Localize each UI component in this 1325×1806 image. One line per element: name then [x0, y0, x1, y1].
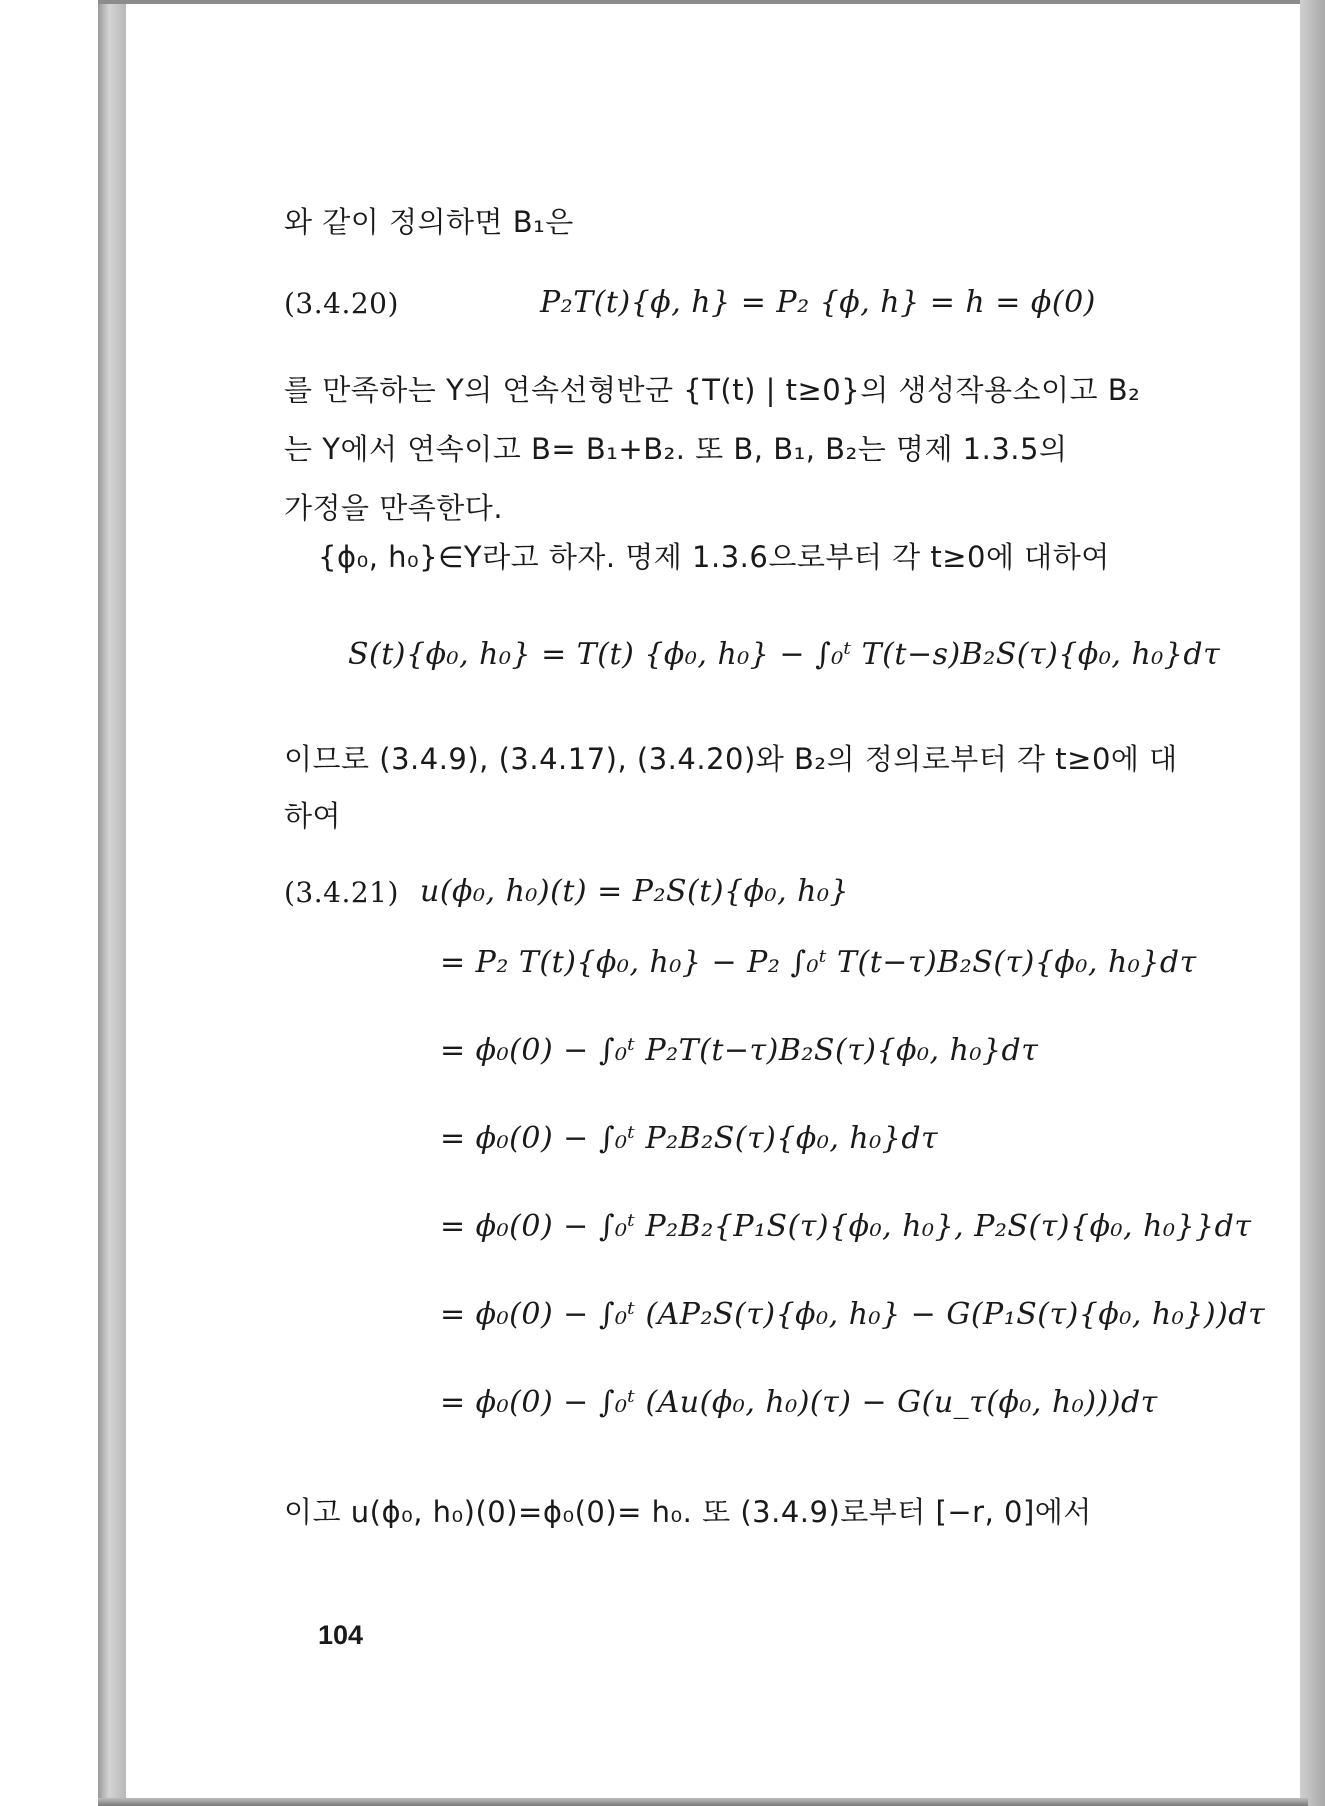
equation-3-4-21-line-6: = ϕ₀(0) − ∫₀ᵗ (AP₂S(τ){ϕ₀, h₀} − G(P₁S(τ){ϕ₀, h₀}))dτ	[440, 1297, 1266, 1332]
equation-3-4-21-line-2: = P₂ T(t){ϕ₀, h₀} − P₂ ∫₀ᵗ T(t−τ)B₂S(τ){ϕ₀, h₀}dτ	[440, 945, 1197, 980]
text-line-5: 가정을 만족한다.	[284, 491, 504, 525]
equation-3-4-21-line-7: = ϕ₀(0) − ∫₀ᵗ (Au(ϕ₀, h₀)(τ) − G(u_τ(ϕ₀, h₀)))dτ	[440, 1385, 1158, 1420]
page-number: 104	[318, 1620, 364, 1650]
text-line-9: 하여	[284, 799, 342, 833]
equation-3-4-21-line-5: = ϕ₀(0) − ∫₀ᵗ P₂B₂{P₁S(τ){ϕ₀, h₀}, P₂S(τ){ϕ₀, h₀}}dτ	[440, 1209, 1252, 1244]
page-edge-right	[1300, 0, 1325, 1806]
equation-3-4-20: P₂T(t){ϕ, h} = P₂ {ϕ, h} = h = ϕ(0)	[540, 285, 1096, 320]
page-bottom-edge	[98, 1798, 1308, 1806]
text-line-4: 는 Y에서 연속이고 B= B₁+B₂. 또 B, B₁, B₂는 명제 1.3.5의	[284, 432, 1068, 466]
text-line-1: 와 같이 정의하면 B₁은	[284, 205, 574, 239]
equation-3-4-21-line-1: u(ϕ₀, h₀)(t) = P₂S(t){ϕ₀, h₀}	[420, 874, 850, 909]
equation-3-4-21-line-3: = ϕ₀(0) − ∫₀ᵗ P₂T(t−τ)B₂S(τ){ϕ₀, h₀}dτ	[440, 1033, 1039, 1068]
equation-semigroup-perturbation: S(t){ϕ₀, h₀} = T(t) {ϕ₀, h₀} − ∫₀ᵗ T(t−s)B₂S(τ){ϕ₀, h₀}dτ	[348, 637, 1221, 672]
text-line-3: 를 만족하는 Y의 연속선형반군 {T(t) | t≥0}의 생성작용소이고 B₂	[284, 373, 1141, 407]
equation-3-4-21-line-4: = ϕ₀(0) − ∫₀ᵗ P₂B₂S(τ){ϕ₀, h₀}dτ	[440, 1121, 939, 1156]
page-edge-left	[98, 0, 126, 1806]
text-line-8: 이므로 (3.4.9), (3.4.17), (3.4.20)와 B₂의 정의로부터 각 t≥0에 대	[284, 742, 1178, 776]
equation-number-3-4-21: (3.4.21)	[284, 876, 399, 909]
text-line-17: 이고 u(ϕ₀, h₀)(0)=ϕ₀(0)= h₀. 또 (3.4.9)로부터 [−r, 0]에서	[284, 1495, 1092, 1529]
text-line-6: {ϕ₀, h₀}∈Y라고 하자. 명제 1.3.6으로부터 각 t≥0에 대하여	[318, 540, 1110, 574]
equation-number-3-4-20: (3.4.20)	[284, 287, 399, 320]
